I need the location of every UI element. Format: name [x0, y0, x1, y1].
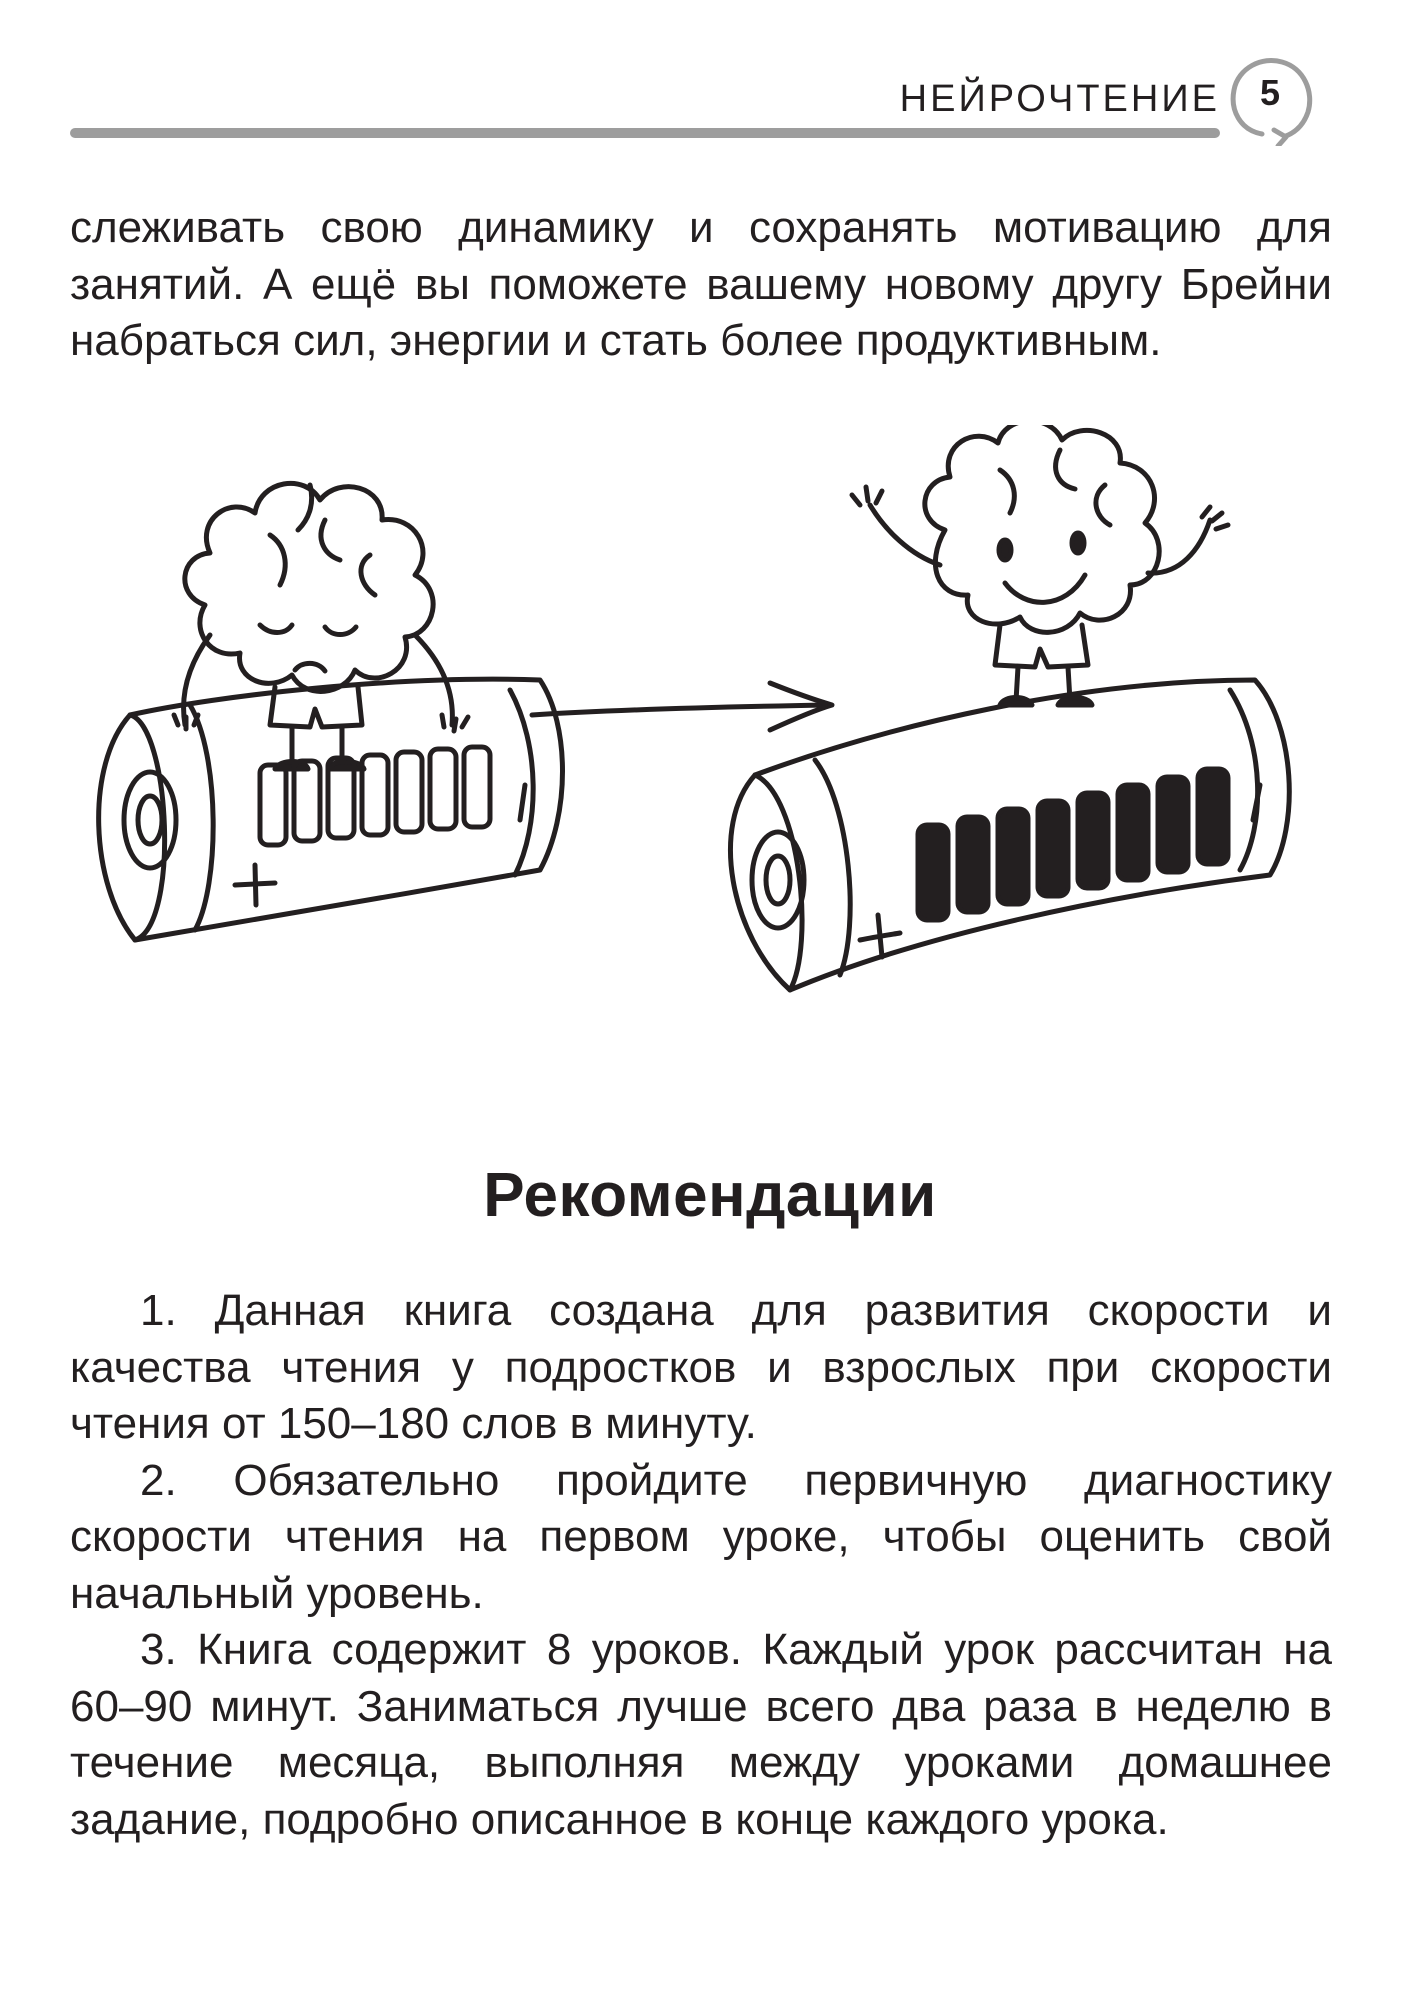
running-head: НЕЙРОЧТЕНИЕ	[899, 78, 1220, 120]
recommendation-item: 3. Книга содержит 8 уроков. Каждый урок рассчитан на 60–90 минут. Заниматься лучше всего два раза в неделю в течение месяца, выполняя между уроками домашнее задание, подробно описанное в конце каждого урока.	[70, 1625, 1332, 1844]
full-battery	[730, 680, 1289, 990]
page-header	[70, 50, 1332, 150]
intro-paragraph	[70, 200, 1332, 370]
recommendation-item: 2. Обязательно пройдите первичную диагностику скорости чтения на первом уроке, чтобы оценить свой начальный уровень.	[70, 1455, 1332, 1618]
recommendations-list	[70, 1283, 1332, 1848]
empty-battery	[99, 679, 563, 940]
recommendation-item: 1. Данная книга создана для развития скорости и качества чтения у подростков и взрослых при скорости чтения от 150–180 слов в минуту.	[70, 1286, 1332, 1448]
intro-text: слеживать свою динамику и сохранять мотивацию для занятий. А ещё вы поможете вашему новому другу Брейни набраться сил, энергии и стать более продуктивным.	[70, 203, 1332, 365]
section-title: Рекомендации	[483, 1161, 937, 1230]
tired-brainy-figure	[174, 483, 468, 769]
happy-brainy-figure	[852, 425, 1228, 705]
brainy-battery-illustration	[70, 425, 1340, 1165]
progress-arrow-icon	[532, 683, 832, 730]
page-number: 5	[1259, 72, 1281, 113]
header-rule	[70, 128, 1220, 138]
